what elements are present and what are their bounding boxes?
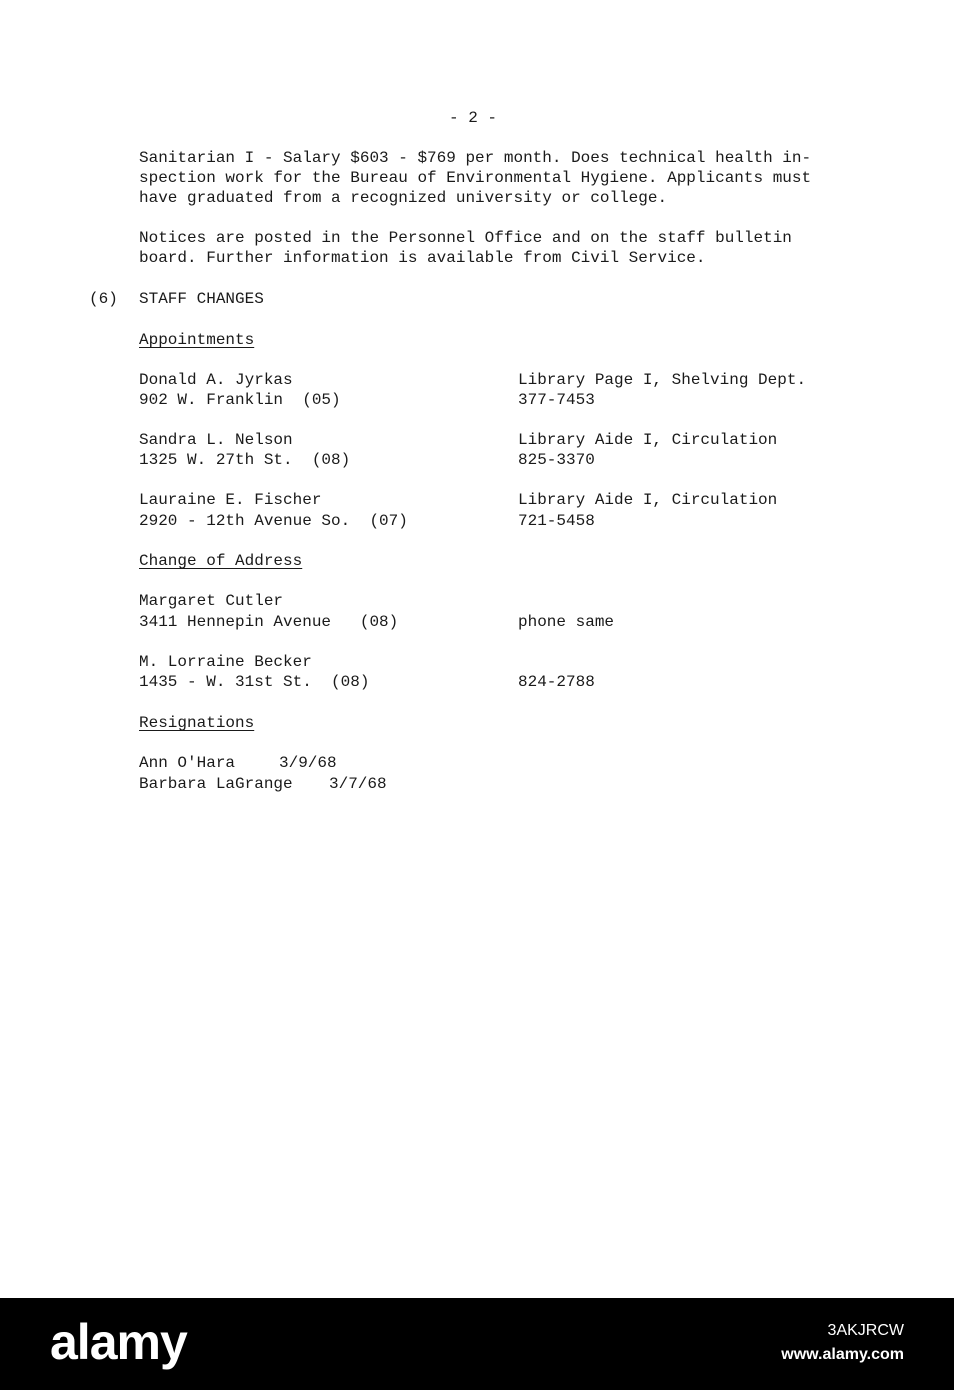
image-id: 3AKJRCW [827, 1322, 904, 1339]
address-change-name: M. Lorraine Becker [139, 653, 312, 671]
address-change-name: Margaret Cutler [139, 592, 284, 610]
intro-line-3: have graduated from a recognized university or college. [139, 189, 668, 207]
watermark-footer [0, 1298, 954, 1390]
appointments-heading: Appointments [139, 331, 255, 349]
appointment-phone: 721-5458 [518, 512, 595, 530]
appointment-position: Library Aide I, Circulation [518, 491, 778, 509]
section-number: (6) [89, 290, 118, 308]
address-change-phone: phone same [518, 613, 615, 631]
resignation-name: Barbara LaGrange [139, 775, 293, 793]
appointment-address: 902 W. Franklin (05) [139, 391, 341, 409]
address-change-address: 3411 Hennepin Avenue (08) [139, 613, 399, 631]
appointment-position: Library Aide I, Circulation [518, 431, 778, 449]
resignation-name: Ann O'Hara [139, 754, 236, 772]
appointment-address: 1325 W. 27th St. (08) [139, 451, 351, 469]
appointment-name: Sandra L. Nelson [139, 431, 293, 449]
notice-line-2: board. Further information is available from Civil Service. [139, 249, 706, 267]
section-title: STAFF CHANGES [139, 290, 264, 308]
notice-line-1: Notices are posted in the Personnel Office and on the staff bulletin [139, 229, 792, 247]
appointment-name: Lauraine E. Fischer [139, 491, 322, 509]
watermark-url: www.alamy.com [781, 1346, 904, 1363]
address-change-address: 1435 - W. 31st St. (08) [139, 673, 370, 691]
appointment-position: Library Page I, Shelving Dept. [518, 371, 807, 389]
appointment-address: 2920 - 12th Avenue So. (07) [139, 512, 408, 530]
change-of-address-heading: Change of Address [139, 552, 303, 570]
appointment-name: Donald A. Jyrkas [139, 371, 293, 389]
alamy-logo: alamy [50, 1314, 187, 1370]
intro-line-2: spection work for the Bureau of Environmental Hygiene. Applicants must [139, 169, 812, 187]
resignation-date: 3/7/68 [329, 775, 387, 793]
appointment-phone: 825-3370 [518, 451, 595, 469]
intro-line-1: Sanitarian I - Salary $603 - $769 per month. Does technical health in- [139, 149, 812, 167]
resignations-heading: Resignations [139, 714, 255, 732]
address-change-phone: 824-2788 [518, 673, 595, 691]
appointment-phone: 377-7453 [518, 391, 595, 409]
page-number: - 2 - [449, 109, 498, 127]
resignation-date: 3/9/68 [279, 754, 337, 772]
